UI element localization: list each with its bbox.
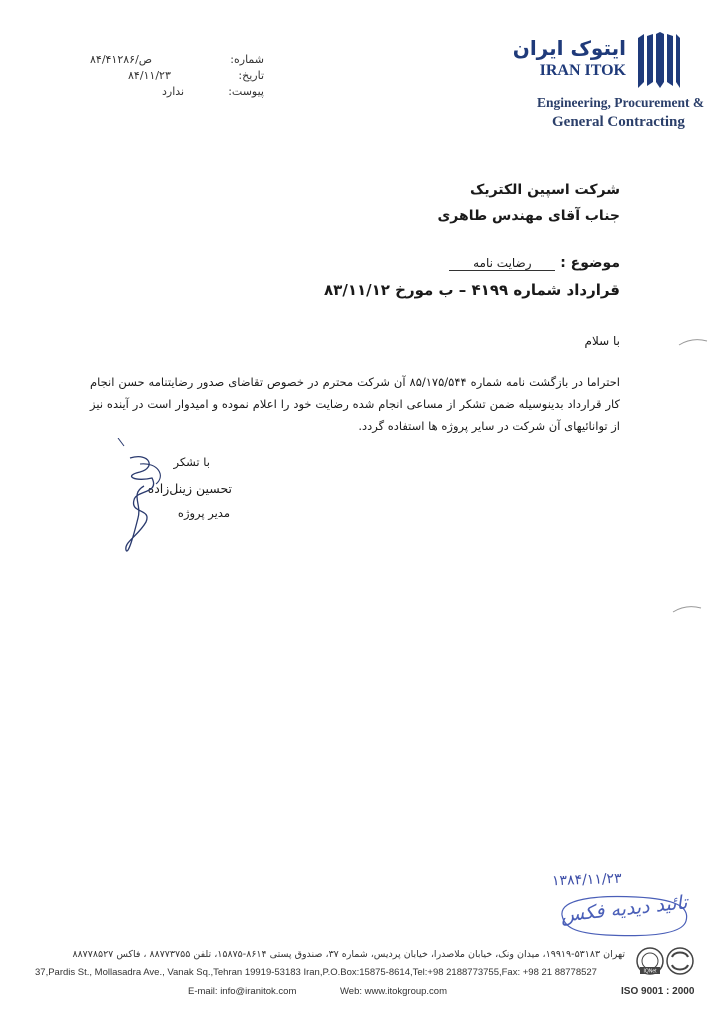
greeting: با سلام [584,334,620,348]
iso-certification: ISO 9001 : 2000 [621,986,695,997]
signer-name: تحسین زینل‌زاده [147,481,232,496]
signer-title: مدیر پروژه [177,506,230,520]
number-label: شماره: [230,53,264,66]
subject-value: رضایت نامه [449,256,555,271]
logo-text-en: IRAN ITOK [539,62,626,79]
certification-logo-icon [636,937,696,985]
closing-thanks: با تشکر [173,455,210,469]
stamp-date: ۱۳۸۴/۱۱/۲۳ [551,870,622,890]
meta-values [90,52,208,100]
footer-web: Web: www.itokgroup.com [340,986,448,997]
footer-address-en: 37,Pardis St., Mollasadra Ave., Vanak Sq.,Tehran 19919-53183 Iran,P.O.Box:15875-8614,Tel:+98 2188773755,Fax: +98 21 88778527 [35,967,597,978]
tagline-line-1: Engineering, Procurement & [537,95,705,110]
page-mark-icon [672,604,702,614]
footer-email: E-mail: info@iranitok.com [188,986,297,997]
date-label: تاریخ: [238,69,264,82]
subject-line [449,255,620,271]
logo-text-fa: ایتوک ایران [512,36,626,60]
stamp-text: تائید دیدیه فکس [559,891,689,927]
company-logo-icon [636,32,680,90]
handwritten-signature [100,438,170,558]
letter-body: احتراما در بازگشت نامه شماره ۸۵/۱۷۵/۵۴۴ آن شرکت محترم در خصوص تقاضای صدور رضایتنامه حسن انجام کار قرارداد بدینوسیله ضمن تشکر از مساعی انجام شده رضایت خود را اعلام نموده و امیدوار است در آینده نیز از توانائیهای آن شرکت در سایر پروژه ها استفاده گردد. [90,375,620,433]
subject-label: موضوع : [560,255,620,271]
tagline-line-2: General Contracting [552,114,685,130]
number-value: ۸۴/۴۱۲۸۶/ص [90,53,153,66]
meta-labels [214,52,264,100]
date-value: ۸۴/۱۱/۲۳ [128,69,171,82]
page-mark-icon [678,337,708,347]
recipient-company: شرکت اسپین الکتریک [470,182,620,198]
footer-address-fa: تهران ۵۳۱۸۳-۱۹۹۱۹، میدان ونک، خیابان ملاصدرا، خیابان پردیس، شماره ۳۷، صندوق پستی ۸۶۱۴-۱۵۸۷۵، تلفن ۸۸۷۷۳۷۵۵ ، فاکس ۸۸۷۷۸۵۲۷ [72,949,625,960]
attachment-label: پیوست: [228,85,264,98]
contract-reference: قرارداد شماره ۴۱۹۹ – ب مورخ ۸۳/۱۱/۱۲ [324,281,620,299]
attachment-value: ندارد [162,85,185,98]
cert-label: IQNet [643,968,657,975]
recipient-person: جناب آقای مهندس طاهری [437,208,620,224]
